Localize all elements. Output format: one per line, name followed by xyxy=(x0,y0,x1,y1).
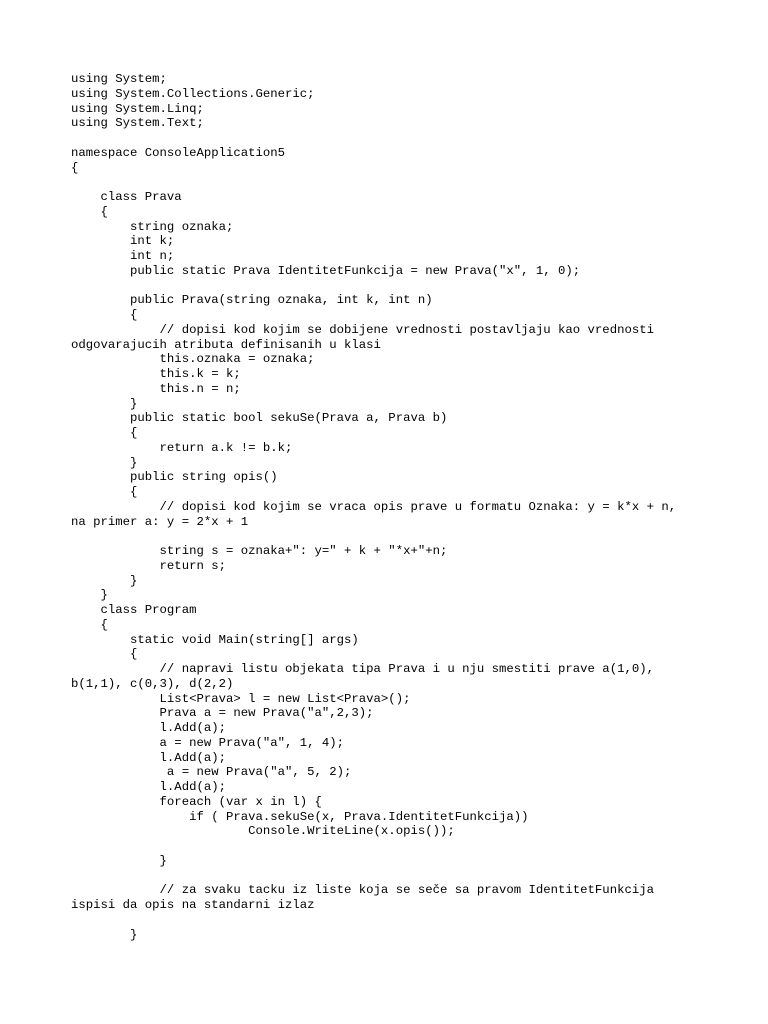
code-line: { xyxy=(71,426,138,440)
code-line: odgovarajucih atributa definisanih u klasi xyxy=(71,337,381,352)
code-line: } xyxy=(71,927,138,942)
code-line: this.oznaka = oznaka; xyxy=(71,352,315,367)
code-line xyxy=(71,175,711,190)
code-line: Console.WriteLine(x.opis()); xyxy=(71,824,455,839)
code-line: } xyxy=(71,455,138,470)
code-line: { xyxy=(71,485,138,499)
code-line: { xyxy=(71,647,138,662)
code-line: if ( Prava.sekuSe(x, Prava.IdentitetFunkcija)) xyxy=(71,809,529,824)
code-line: { xyxy=(71,308,138,322)
code-line: { xyxy=(71,617,108,632)
code-line xyxy=(71,279,711,294)
code-line: using System; xyxy=(71,72,167,86)
code-line: string s = oznaka+": y=" + k + "*x+"+n; xyxy=(71,544,448,558)
code-line: this.k = k; xyxy=(71,367,241,381)
code-line: return a.k != b.k; xyxy=(71,440,293,455)
code-line: } xyxy=(71,396,138,411)
code-line xyxy=(71,869,711,884)
code-line: namespace ConsoleApplication5 xyxy=(71,145,286,160)
code-line: int k; xyxy=(71,234,175,249)
code-line: b(1,1), c(0,3), d(2,2) xyxy=(71,676,234,691)
code-block xyxy=(71,72,711,942)
code-line xyxy=(71,839,711,854)
code-line: l.Add(a); xyxy=(71,750,226,765)
code-line: { xyxy=(71,160,79,175)
code-line: } xyxy=(71,588,108,603)
code-line: public static bool sekuSe(Prava a, Prava b) xyxy=(71,411,448,426)
code-line: class Prava xyxy=(71,190,182,204)
code-line: l.Add(a); xyxy=(71,780,226,794)
code-line: a = new Prava("a", 1, 4); xyxy=(71,735,345,750)
code-line: using System.Text; xyxy=(71,116,204,131)
code-line: l.Add(a); xyxy=(71,721,226,735)
code-line: public string opis() xyxy=(71,470,278,485)
code-line: ispisi da opis na standarni izlaz xyxy=(71,898,315,912)
code-line: } xyxy=(71,573,138,588)
code-line: // napravi listu objekata tipa Prava i u nju smestiti prave a(1,0), xyxy=(71,662,654,676)
code-line: string oznaka; xyxy=(71,219,234,234)
code-line: a = new Prava("a", 5, 2); xyxy=(71,765,352,780)
code-line: class Program xyxy=(71,603,197,617)
code-line: // dopisi kod kojim se vraca opis prave u formatu Oznaka: y = k*x + n, xyxy=(71,499,677,514)
code-line: // za svaku tacku iz liste koja se seče sa pravom IdentitetFunkcija xyxy=(71,883,654,898)
code-line: int n; xyxy=(71,249,175,263)
code-line: } xyxy=(71,853,167,868)
code-line: static void Main(string[] args) xyxy=(71,632,359,647)
document-page xyxy=(71,72,711,942)
code-line: using System.Collections.Generic; xyxy=(71,86,315,101)
code-line: public Prava(string oznaka, int k, int n) xyxy=(71,293,433,308)
code-line: public static Prava IdentitetFunkcija = new Prava("x", 1, 0); xyxy=(71,263,581,278)
code-line: Prava a = new Prava("a",2,3); xyxy=(71,706,374,721)
code-line xyxy=(71,529,711,544)
code-line: List<Prava> l = new List<Prava>(); xyxy=(71,691,411,706)
code-line: return s; xyxy=(71,558,226,573)
code-line: foreach (var x in l) { xyxy=(71,794,322,809)
code-line: na primer a: y = 2*x + 1 xyxy=(71,514,249,529)
code-line: this.n = n; xyxy=(71,381,241,396)
code-line: // dopisi kod kojim se dobijene vrednosti postavljaju kao vrednosti xyxy=(71,322,654,337)
code-line xyxy=(71,131,711,146)
code-line: using System.Linq; xyxy=(71,101,204,116)
code-line xyxy=(71,913,711,928)
code-line: { xyxy=(71,204,108,219)
